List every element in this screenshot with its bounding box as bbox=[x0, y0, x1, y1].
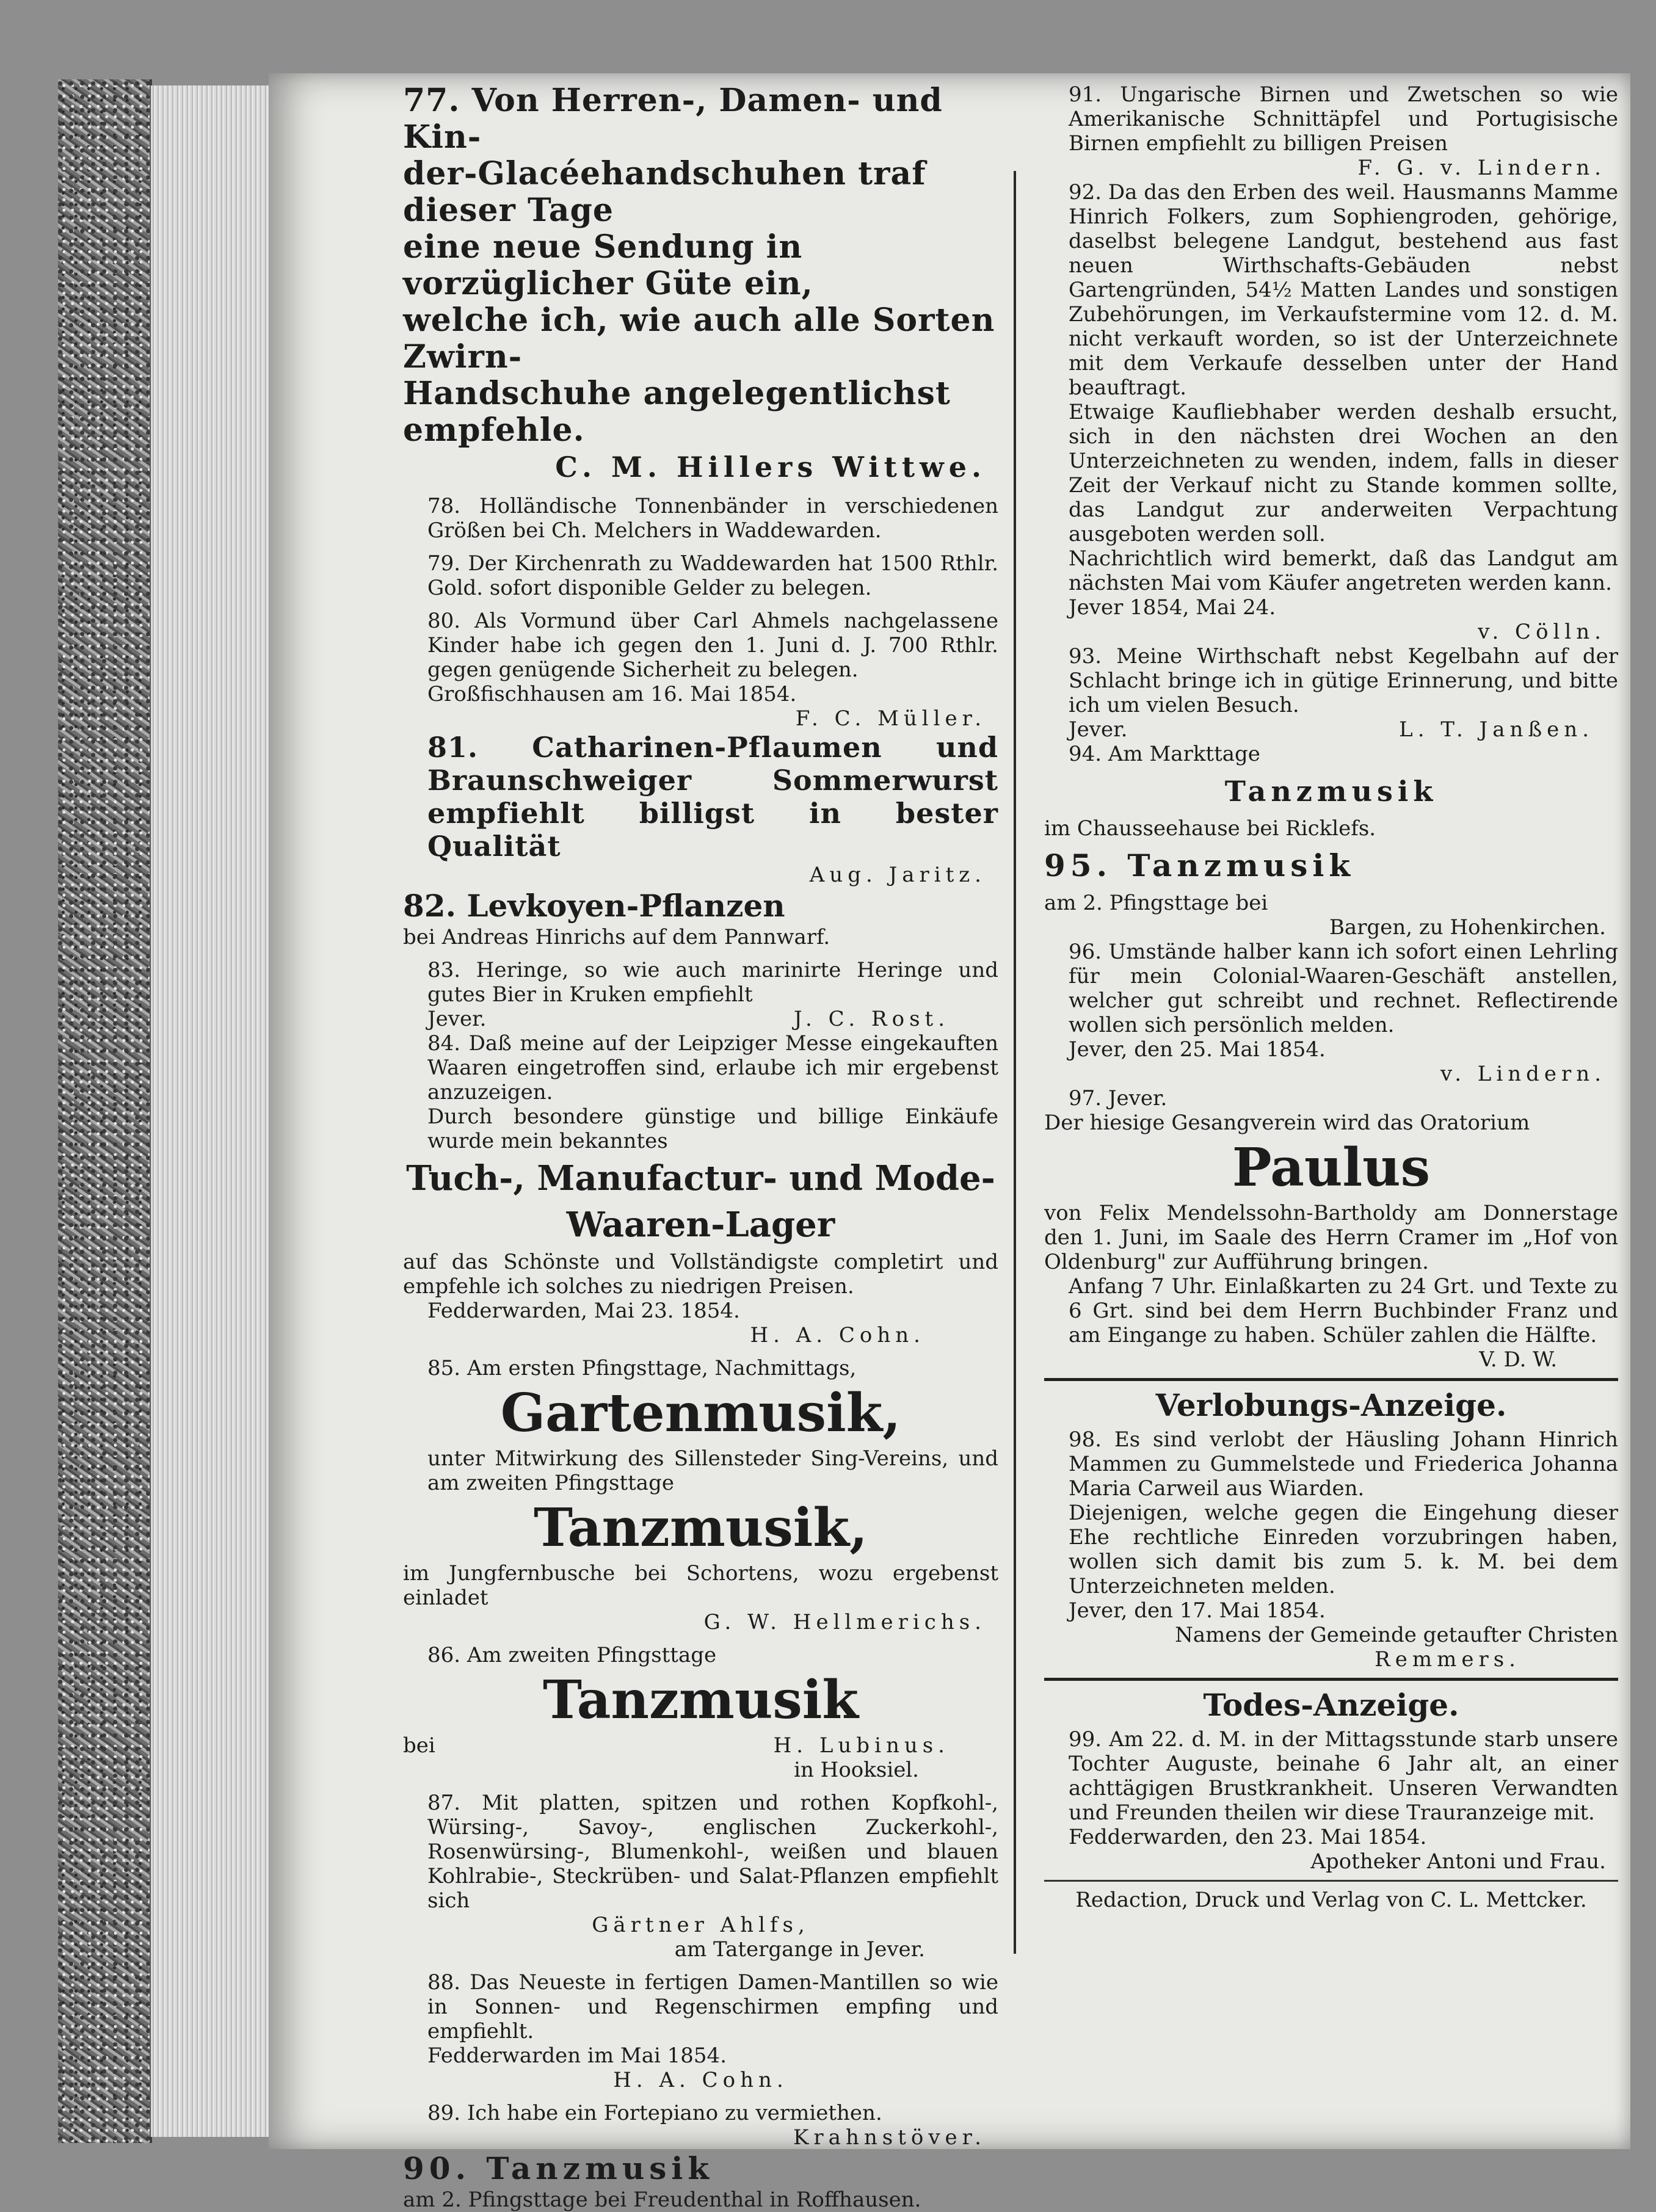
ad-85-c: im Jungfernbusche bei Schortens, wozu ergebenst einladet bbox=[403, 1561, 998, 1610]
ad-98: 98. Es sind verlobt der Häusling Johann Hinrich Mammen zu Gummelstede und Friederica Johanna Maria Carweil aus Wiarden. bbox=[1069, 1427, 1618, 1501]
ad-92-place: Jever 1854, Mai 24. bbox=[1069, 595, 1276, 620]
ad-86-place: in Hooksiel. bbox=[794, 1758, 919, 1782]
ad-84-place: Fedderwarden, Mai 23. 1854. bbox=[427, 1299, 740, 1323]
ad-99-place: Fedderwarden, den 23. Mai 1854. bbox=[1069, 1825, 1427, 1849]
ad-77-line: eine neue Sendung in vorzüglicher Güte ein, bbox=[403, 228, 813, 302]
ad-90: am 2. Pfingsttage bei Freudenthal in Roffhausen. bbox=[403, 2188, 921, 2212]
ad-82: bei Andreas Hinrichs auf dem Pannwarf. bbox=[403, 925, 830, 949]
ad-95-signature: Bargen, zu Hohenkirchen. bbox=[1329, 915, 1606, 940]
ad-98-signature-2: Remmers. bbox=[1375, 1647, 1520, 1672]
section-rule bbox=[1044, 1678, 1618, 1681]
ad-83-signature: J. C. Rost. bbox=[793, 1007, 950, 1031]
ad-80-signature: F. C. Müller. bbox=[795, 706, 986, 731]
ad-99: 99. Am 22. d. M. in der Mittagsstunde starb unsere Tochter Auguste, beinahe 6 Jahr alt, an einer achttägigen Brustkrankheit. Unseren Verwandten und Freunden theilen wir diese Trauranzeige mit. bbox=[1069, 1727, 1618, 1825]
ad-82-heading: 82. Levkoyen-Pflanzen bbox=[403, 888, 785, 924]
ad-96-place: Jever, den 25. Mai 1854. bbox=[1069, 1037, 1326, 1062]
ad-99-signature: Apotheker Antoni und Frau. bbox=[1310, 1849, 1606, 1874]
column-divider bbox=[1014, 171, 1016, 1954]
ad-84-signature: H. A. Cohn. bbox=[750, 1323, 925, 1347]
ad-90-heading: 90. Tanzmusik bbox=[403, 2150, 714, 2186]
ad-97-b: Der hiesige Gesangverein wird das Oratorium bbox=[1044, 1111, 1530, 1135]
ad-87-signature: Gärtner Ahlfs, bbox=[592, 1913, 810, 1937]
ad-97: 97. Jever. bbox=[1069, 1086, 1168, 1111]
ad-98-place: Jever, den 17. Mai 1854. bbox=[1069, 1598, 1326, 1623]
ad-83-place: Jever. bbox=[427, 1007, 487, 1031]
ad-98-b: Diejenigen, welche gegen die Eingehung dieser Ehe rechtliche Einreden vorzubringen haben, wollen sich damit bis zum 5. k. M. bei dem Unterzeichneten melden. bbox=[1069, 1501, 1618, 1598]
ad-96-signature: v. Lindern. bbox=[1440, 1062, 1606, 1086]
ad-94: 94. Am Markttage bbox=[1069, 742, 1260, 766]
ad-87-place: am Tatergange in Jever. bbox=[674, 1937, 925, 1962]
section-rule bbox=[1044, 1378, 1618, 1381]
ad-97-heading: Paulus bbox=[1232, 1137, 1431, 1198]
ad-96: 96. Umstände halber kann ich sofort einen Lehrling für mein Colonial-Waaren-Geschäft anstellen, welcher gut schreibt und rechnet. Reflectirende wollen sich persönlich melden. bbox=[1069, 940, 1618, 1037]
ad-84-heading-2: Waaren-Lager bbox=[566, 1205, 835, 1245]
footer-rule bbox=[1044, 1880, 1618, 1882]
ad-79: 79. Der Kirchenrath zu Waddewarden hat 1500 Rthlr. Gold. sofort disponible Gelder zu belegen. bbox=[427, 551, 998, 600]
ad-81: 81. Catharinen-Pflaumen und Braunschweiger Sommerwurst empfiehlt billigst in bester Qualität bbox=[427, 731, 998, 863]
ad-77 bbox=[403, 82, 998, 449]
ad-93: 93. Meine Wirthschaft nebst Kegelbahn auf der Schlacht bringe ich in gütige Erinnerung, und bitte ich um vielen Besuch. bbox=[1069, 644, 1618, 717]
ad-88-place: Fedderwarden im Mai 1854. bbox=[427, 2043, 727, 2068]
ad-97-signature: V. D. W. bbox=[1479, 1347, 1557, 1372]
page-edges bbox=[150, 85, 273, 2137]
ad-84-heading-1: Tuch-, Manufactur- und Mode- bbox=[406, 1158, 995, 1198]
engagement-heading: Verlobungs-Anzeige. bbox=[1155, 1387, 1507, 1423]
ad-85-b: unter Mitwirkung des Sillensteder Sing-Vereins, und am zweiten Pfingsttage bbox=[427, 1446, 998, 1495]
ad-91-signature: F. G. v. Lindern. bbox=[1357, 156, 1606, 180]
ad-80: 80. Als Vormund über Carl Ahmels nachgelassene Kinder habe ich gegen den 1. Juni d. J. 700 Rthlr. gegen genügende Sicherheit zu belegen. bbox=[427, 609, 998, 682]
ad-97-d: Anfang 7 Uhr. Einlaßkarten zu 24 Grt. und Texte zu 6 Grt. sind bei dem Herrn Buchbinder Franz und am Eingange zu haben. Schüler zahlen die Hälfte. bbox=[1069, 1274, 1618, 1347]
ad-77-line: 77. Von Herren-, Damen- und Kin- bbox=[403, 82, 943, 156]
ad-84: 84. Daß meine auf der Leipziger Messe eingekauften Waaren eingetroffen sind, erlaube ich mir ergebenst anzuzeigen. bbox=[427, 1031, 998, 1104]
ad-86-signature: H. Lubinus. bbox=[773, 1733, 950, 1758]
ad-77-signature: C. M. Hillers Wittwe. bbox=[555, 451, 986, 484]
ad-88-signature: H. A. Cohn. bbox=[613, 2068, 788, 2092]
right-column bbox=[1044, 82, 1618, 1912]
ad-89: 89. Ich habe ein Fortepiano zu vermiethen. bbox=[427, 2101, 882, 2125]
ad-92-c: Nachrichtlich wird bemerkt, daß das Landgut am nächsten Mai vom Käufer angetreten werden kann. bbox=[1069, 546, 1618, 595]
ad-94-heading: Tanzmusik bbox=[1224, 775, 1438, 808]
ad-77-line: welche ich, wie auch alle Sorten Zwirn- bbox=[403, 302, 995, 375]
ad-77-line: Handschuhe angelegentlichst empfehle. bbox=[403, 375, 951, 449]
ad-86-heading: Tanzmusik bbox=[542, 1669, 859, 1731]
ad-80-place: Großfischhausen am 16. Mai 1854. bbox=[427, 682, 797, 706]
imprint-footer: Redaction, Druck und Verlag von C. L. Mettcker. bbox=[1075, 1888, 1587, 1912]
ad-88: 88. Das Neueste in fertigen Damen-Mantillen so wie in Sonnen- und Regenschirmen empfing und empfiehlt. bbox=[427, 1970, 998, 2043]
left-column bbox=[403, 82, 998, 2212]
book-cover-marbled bbox=[58, 79, 152, 2143]
ad-77-line: der-Glacéehandschuhen traf dieser Tage bbox=[403, 155, 926, 229]
ad-95: am 2. Pfingsttage bei bbox=[1044, 891, 1268, 915]
ad-85-heading-2: Tanzmusik, bbox=[534, 1497, 868, 1559]
ad-84-b: Durch besondere günstige und billige Einkäufe wurde mein bekanntes bbox=[427, 1104, 998, 1153]
ad-85-signature: G. W. Hellmerichs. bbox=[703, 1610, 986, 1634]
ad-81-signature: Aug. Jaritz. bbox=[809, 863, 986, 887]
ad-92-b: Etwaige Kaufliebhaber werden deshalb ersucht, sich in den nächsten drei Wochen an den Unterzeichneten zu wenden, indem, falls in dieser Zeit der Verkauf nicht zu Stande kommen sollte, das Landgut zur anderweiten Verpachtung ausgeboten werden soll. bbox=[1069, 400, 1618, 546]
ad-83: 83. Heringe, so wie auch marinirte Heringe und gutes Bier in Kruken empfiehlt bbox=[427, 958, 998, 1007]
ad-92-signature: v. Cölln. bbox=[1478, 620, 1606, 644]
ad-85-heading: Gartenmusik, bbox=[500, 1382, 901, 1444]
death-notice-heading: Todes-Anzeige. bbox=[1203, 1687, 1459, 1723]
ad-97-c: von Felix Mendelssohn-Bartholdy am Donnerstage den 1. Juni, im Saale des Herrn Cramer im „Hof von Oldenburg" zur Aufführung bringen. bbox=[1044, 1201, 1618, 1274]
ad-86-bei: bei bbox=[403, 1733, 435, 1758]
ad-84-c: auf das Schönste und Vollständigste completirt und empfehle ich solches zu niedrigen Preisen. bbox=[403, 1250, 998, 1299]
ad-93-signature: L. T. Janßen. bbox=[1399, 717, 1594, 742]
ad-95-heading: 95. Tanzmusik bbox=[1044, 847, 1356, 883]
ad-85: 85. Am ersten Pfingsttage, Nachmittags, bbox=[427, 1356, 857, 1380]
ad-98-signature-1: Namens der Gemeinde getaufter Christen bbox=[1175, 1623, 1618, 1647]
ad-78: 78. Holländische Tonnenbänder in verschiedenen Größen bei Ch. Melchers in Waddewarden. bbox=[427, 494, 998, 543]
ad-89-signature: Krahnstöver. bbox=[793, 2125, 986, 2150]
ad-87: 87. Mit platten, spitzen und rothen Kopfkohl-, Würsing-, Savoy-, englischen Zuckerkohl-, Rosenwürsing-, Blumenkohl-, weißen und blauen Kohlrabie-, Steckrüben- und Salat-Pflanzen empfiehlt sich bbox=[427, 1791, 998, 1913]
ad-91: 91. Ungarische Birnen und Zwetschen so wie Amerikanische Schnittäpfel und Portugisische Birnen empfiehlt zu billigen Preisen bbox=[1069, 82, 1618, 156]
ad-86: 86. Am zweiten Pfingsttage bbox=[427, 1643, 717, 1667]
ad-94-b: im Chausseehause bei Ricklefs. bbox=[1044, 816, 1376, 841]
ad-93-place: Jever. bbox=[1069, 717, 1128, 742]
ad-92: 92. Da das den Erben des weil. Hausmanns Mamme Hinrich Folkers, zum Sophiengroden, gehörige, daselbst belegene Landgut, bestehend aus fast neuen Wirthschafts-Gebäuden nebst Gartengründen, 54½ Matten Landes und sonstigen Zubehörungen, im Verkaufstermine vom 12. d. M. nicht verkauft worden, so ist der Unterzeichnete mit dem Verkaufe desselben unter der Hand beauftragt. bbox=[1069, 180, 1619, 400]
